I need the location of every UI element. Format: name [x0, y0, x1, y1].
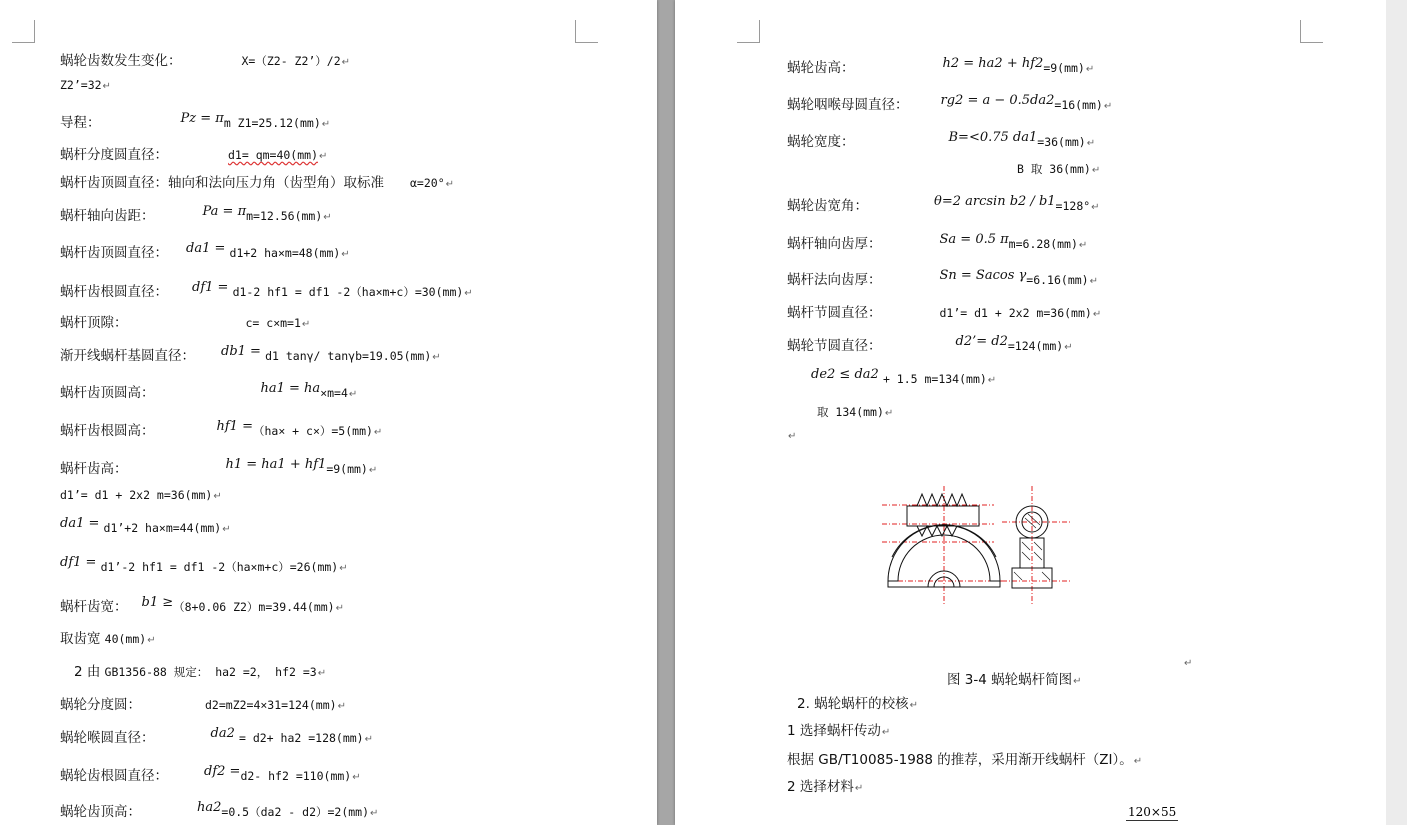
- document-page-right: [675, 0, 1386, 825]
- text-line: Z2’=32↵: [60, 78, 111, 92]
- text-line: 根据 GB/T10085-1988 的推荐，采用渐开线蜗杆（ZI）。↵: [787, 752, 1143, 768]
- section-heading: 2. 蜗轮蜗杆的校核↵: [797, 696, 919, 712]
- text-line: 蜗轮齿高： h2 = ha2 + hf2=9(mm)↵: [787, 56, 1095, 76]
- crop-mark-top-left: [737, 20, 760, 43]
- text-line: 蜗轮宽度： B=<0.75 da1=36(mm)↵: [787, 130, 1096, 150]
- text-line: 蜗杆齿顶圆直径： da1 = d1+2 ha×m=48(mm)↵: [60, 241, 350, 261]
- text-line: 蜗杆齿顶圆直径：轴向和法向压力角（齿型角）取标准 α=20°↵: [60, 175, 455, 191]
- text-line: B 取 36(mm)↵: [1017, 162, 1101, 176]
- text-line: 取 134(mm)↵: [817, 405, 894, 419]
- text-line: df1 = d1’-2 hf1 = df1 -2（ha×m+c）=26(mm)↵: [60, 555, 348, 574]
- text-line: 导程： Pz = πm Z1=25.12(mm)↵: [60, 111, 331, 131]
- text-line: ↵: [1184, 658, 1193, 669]
- text-line: d1’= d1 + 2x2 m=36(mm)↵: [60, 488, 222, 502]
- text-line: 蜗轮咽喉母圆直径： rg2 = a − 0.5da2=16(mm)↵: [787, 93, 1113, 113]
- text-line: 2 选择材料↵: [787, 779, 864, 795]
- text-line: 蜗轮齿数发生变化： X=（Z2- Z2’）/2↵: [60, 53, 351, 69]
- crop-mark-top-left: [12, 20, 35, 43]
- workspace-margin: [1386, 0, 1407, 825]
- text-line: 蜗轮齿宽角： θ=2 arcsin b2 / b1=128°↵: [787, 194, 1100, 214]
- text-line: da1 = d1’+2 ha×m=44(mm)↵: [60, 516, 231, 535]
- text-line: 蜗杆齿顶圆高： ha1 = ha×m=4↵: [60, 381, 358, 401]
- text-line: 蜗杆齿高： h1 = ha1 + hf1=9(mm)↵: [60, 457, 378, 477]
- text-line: 蜗杆轴向齿厚： Sa = 0.5 πm=6.28(mm)↵: [787, 232, 1088, 252]
- crop-mark-top-right: [1300, 20, 1323, 43]
- text-line: de2 ≤ da2 + 1.5 m=134(mm)↵: [811, 367, 997, 386]
- text-line: 2 由 GB1356-88 规定： ha2 =2， hf2 =3↵: [74, 664, 327, 680]
- text-line: 1 选择蜗杆传动↵: [787, 723, 891, 739]
- text-line: ↵: [788, 431, 797, 442]
- text-line: 渐开线蜗杆基圆直径： db1 = d1 tanγ/ tanγb=19.05(mm)↵: [60, 344, 441, 364]
- text-line: 取齿宽 40(mm)↵: [60, 631, 156, 647]
- text-line: 蜗杆齿根圆高： hf1 =（ha× + c×）=5(mm)↵: [60, 419, 383, 439]
- text-line: 蜗杆节圆直径： d1’= d1 + 2x2 m=36(mm)↵: [787, 305, 1102, 321]
- text-line: 蜗轮齿根圆直径： df2 =d2- hf2 =110(mm)↵: [60, 764, 361, 784]
- crop-mark-top-right: [575, 20, 598, 43]
- document-page-left: [0, 0, 657, 825]
- text-line: 蜗杆轴向齿距： Pa = πm=12.56(mm)↵: [60, 204, 332, 224]
- worm-gear-diagram: [882, 482, 1082, 606]
- text-line: 蜗轮喉圆直径： da2 = d2+ ha2 =128(mm)↵: [60, 726, 373, 746]
- text-line: 蜗杆齿根圆直径： df1 = d1-2 hf1 = df1 -2（ha×m+c）=30(mm)↵: [60, 280, 473, 300]
- table-number-label: 120×55: [1128, 805, 1177, 819]
- text-line: 蜗杆齿宽： b1 ≥（8+0.06 Z2）m=39.44(mm)↵: [60, 595, 344, 615]
- text-line: 蜗轮节圆直径： d2’= d2=124(mm)↵: [787, 334, 1073, 354]
- text-line: 蜗轮齿顶高： ha2=0.5（da2 - d2）=2(mm)↵: [60, 800, 379, 820]
- text-line: 蜗杆顶隙： c= c×m=1↵: [60, 315, 311, 331]
- text-line: 蜗杆分度圆直径： d1= qm=40(mm)↵: [60, 147, 328, 163]
- text-line: 蜗轮分度圆： d2=mZ2=4×31=124(mm)↵: [60, 697, 346, 713]
- figure-caption: 图 3-4 蜗轮蜗杆简图↵: [947, 672, 1082, 688]
- text-line: 蜗杆法向齿厚： Sn = Sacos γ=6.16(mm)↵: [787, 268, 1098, 288]
